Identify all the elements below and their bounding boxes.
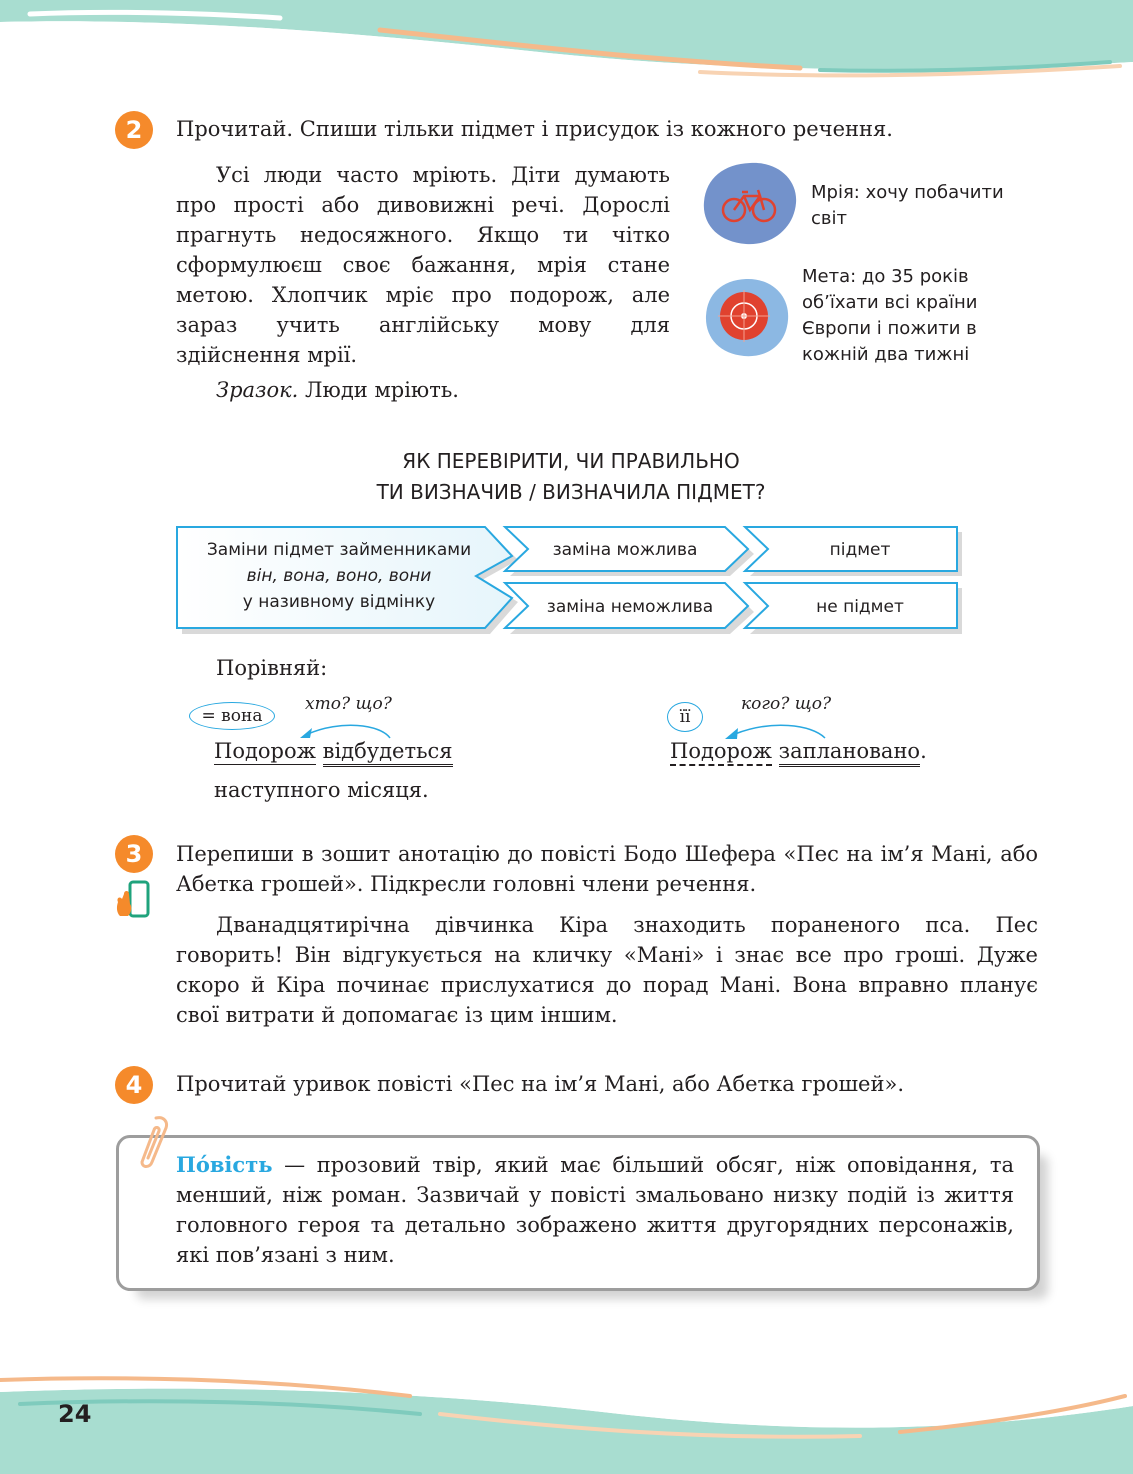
right-predicate-word: заплановано (779, 739, 920, 767)
flow-subject: підмет (829, 540, 891, 560)
reading-paragraph (176, 160, 670, 370)
flow-start-line2: він, вона, воно, вони (246, 566, 432, 586)
example-text: Люди мріють. (298, 378, 459, 402)
task-number-badge: 2 (115, 111, 153, 149)
definition-term: Пóвість (176, 1152, 273, 1177)
example-line (216, 375, 459, 405)
left-predicate-word: відбудеться (323, 739, 453, 767)
dream-note: Мрія: хочу побачити світ (811, 182, 1004, 229)
right-question: кого? що? (741, 694, 832, 714)
task-instruction: Прочитай. Спиши тільки підмет і присудок із кожного речення. (176, 117, 893, 141)
left-pronoun-oval: = вона (189, 702, 275, 730)
tablet-tap-icon (112, 880, 152, 920)
top-wave-decoration (0, 0, 1133, 95)
target-icon (702, 276, 792, 360)
compare-label: Порівняй: (216, 656, 328, 680)
flow-start-box (186, 537, 492, 615)
paperclip-icon (134, 1112, 174, 1172)
paragraph-text: Усі люди часто мріють. Діти думають про прості або дивовижні речі. Дорослі прагнуть недосяжного. Якщо ти чітко сформулюєш своє бажання, мрія стане метою. Хлопчик мріє про подорож, але зараз учить англійську мову для здійснення мрії. (176, 163, 670, 367)
flow-possible: заміна можлива (552, 540, 698, 560)
left-sentence-rest: наступного місяця. (214, 778, 429, 802)
left-subject-word: Подорож (214, 739, 316, 763)
task-instruction: Прочитай уривок повісті «Пес на ім’я Мані, або Абетка грошей». (176, 1072, 905, 1096)
bottom-wave-decoration (0, 1370, 1133, 1474)
right-pronoun-oval: її (667, 702, 703, 732)
right-sentence-punct: . (920, 739, 927, 763)
flow-start-line3: у називному відмінку (242, 592, 436, 612)
flow-impossible: заміна неможлива (546, 597, 714, 617)
paragraph-text: Дванадцятирічна дівчинка Кіра знаходить пораненого пса. Пес говорить! Він відгукується на кличку «Мані» і знає все про гроші. Дуже скоро й Кіра починає прислухатися до порад Мані. Вона вправно планує свої витрати й допомагає із цим іншим. (176, 913, 1038, 1027)
task-instruction: Перепиши в зошит анотацію до повісті Бодо Шефера «Пес на ім’я Мані, або Абетка грошей». Підкресли головні члени речення. (176, 842, 1038, 896)
definition-body: — прозовий твір, який має більший обсяг, ніж оповідання, та менший, ніж роман. Зазвичай у повісті змальовано низку подій із життя головного героя та детально зображено життя другорядних персонажів, які пов’язані з ним. (176, 1153, 1014, 1267)
task-number-badge: 3 (115, 835, 153, 873)
flow-start-line1: Заміни підмет займенниками (206, 540, 472, 560)
definition-text (176, 1150, 1014, 1270)
page-number: 24 (58, 1400, 92, 1428)
left-question: хто? що? (305, 694, 392, 714)
flow-title-line1: ЯК ПЕРЕВІРИТИ, ЧИ ПРАВИЛЬНО (402, 449, 740, 473)
left-sentence (214, 736, 453, 766)
right-sentence (670, 736, 927, 766)
reading-paragraph (176, 910, 1038, 1030)
flow-not-subject: не підмет (816, 597, 904, 617)
task-number-badge: 4 (115, 1066, 153, 1104)
goal-note: Мета: до 35 років об’їхати всі країни Європи і пожити в кожній два тижні (802, 266, 978, 365)
bicycle-icon (700, 158, 800, 248)
flow-title-line2: ТИ ВИЗНАЧИВ / ВИЗНАЧИЛА ПІДМЕТ? (376, 480, 766, 504)
right-subject-word: Подорож (670, 739, 772, 766)
example-label: Зразок. (216, 378, 299, 402)
